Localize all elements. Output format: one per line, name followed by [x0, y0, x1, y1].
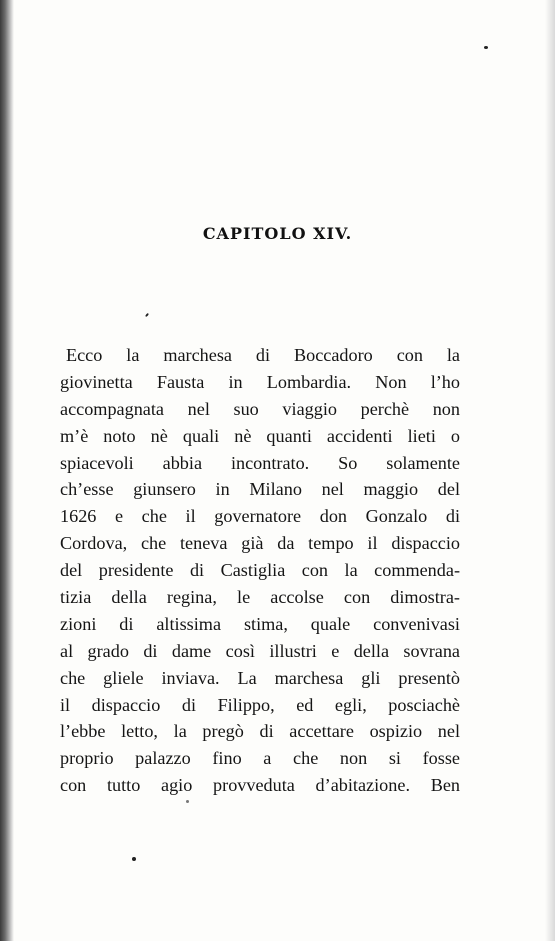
text-line: ch’esse giunsero in Milano nel maggio del	[60, 479, 460, 500]
scan-speck	[484, 46, 488, 49]
scan-speck	[186, 800, 189, 803]
page-gutter-shadow	[0, 0, 14, 941]
text-line: m’è noto nè quali nè quanti accidenti lieti o	[60, 425, 460, 446]
text-line: giovinetta Fausta in Lombardia. Non l’ho	[60, 371, 460, 392]
text-line: spiacevoli abbia incontrato. So solamente	[60, 452, 460, 473]
text-line: 1626 e che il governatore don Gonzalo di	[60, 506, 460, 527]
text-line: Ecco la marchesa di Boccadoro con la	[66, 345, 460, 365]
scan-speck	[132, 857, 136, 861]
text-line: accompagnata nel suo viaggio perchè non	[60, 398, 460, 419]
text-line: che gliele inviava. La marchesa gli presentò	[60, 667, 460, 688]
text-line: tizia della regina, le accolse con dimostra-	[60, 587, 460, 608]
chapter-title: CAPITOLO XIV.	[202, 224, 353, 243]
text-line: l’ebbe letto, la pregò di accettare ospizio nel	[60, 721, 460, 742]
text-line: Cordova, che teneva già da tempo il dispaccio	[60, 533, 460, 554]
text-line: del presidente di Castiglia con la commenda-	[60, 560, 460, 581]
text-line: con tutto agio provveduta d’abitazione. Ben	[60, 775, 460, 796]
text-line: proprio palazzo fino a che non si fosse	[60, 748, 460, 769]
page-edge-shadow	[545, 0, 555, 941]
text-line: zioni di altissima stima, quale convenivasi	[60, 613, 460, 634]
chapter-body-text	[60, 342, 460, 799]
text-line: al grado di dame così illustri e della sovrana	[60, 640, 460, 661]
scan-speck	[145, 313, 149, 317]
text-line: il dispaccio di Filippo, ed egli, posciachè	[60, 694, 460, 715]
